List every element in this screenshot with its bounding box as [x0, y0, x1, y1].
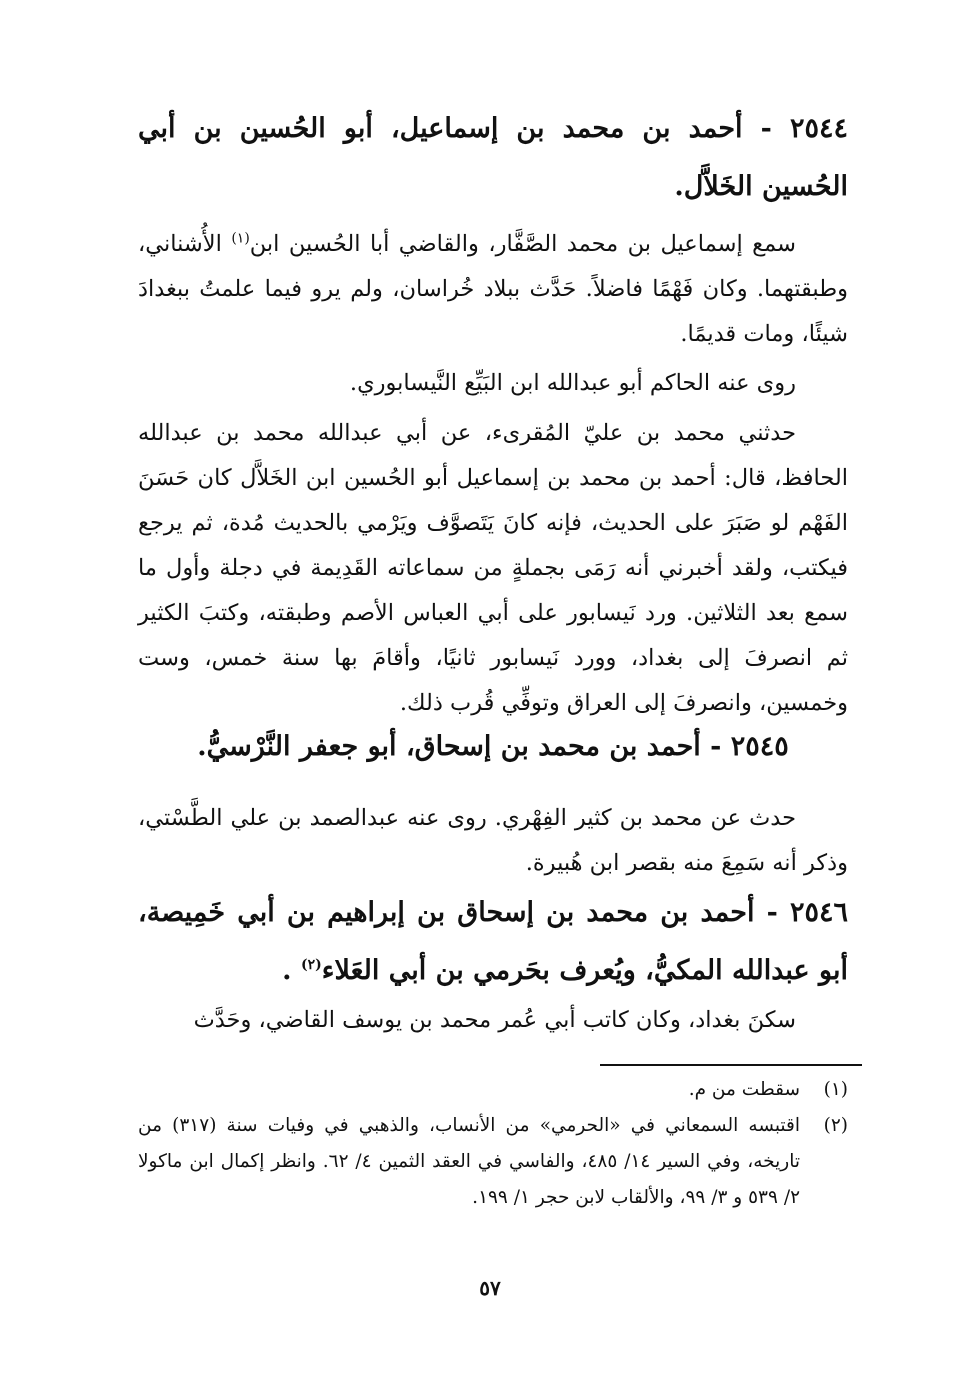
- entry-heading-2546: [138, 884, 848, 1000]
- footnote-number: (١): [823, 1079, 848, 1100]
- page-number: ٥٧: [479, 1276, 501, 1300]
- entry-heading-text: ٢٥٤٥ - أحمد بن محمد بن إسحاق، أبو جعفر النَّرْسيُّ.: [197, 731, 789, 762]
- paragraph-text: حدث عن محمد بن كثير الفِهْري. روى عنه عبدالصمد بن علي الطَّسْتي، وذكر أنه سَمِعَ منه بقصر ابن هُبيرة.: [138, 805, 848, 876]
- entry-heading-end: .: [282, 955, 301, 986]
- footnote-number: (٢): [823, 1115, 848, 1136]
- entry-heading-text: ٢٥٤٦ - أحمد بن محمد بن إسحاق بن إبراهيم بن أبي خَمِيصة، أبو عبدالله المكيُّ، ويُعرف بحَرمي بن أبي العَلاء: [138, 897, 848, 986]
- footnote-text: اقتبسه السمعاني في «الحرمي» من الأنساب، والذهبي في وفيات سنة (٣١٧) من تاريخه، وفي السير ١٤/ ٤٨٥، والفاسي في العقد الثمين ٤/ ٦٢. وانظر إكمال ابن ماكولا ٢/ ٥٣٩ و ٣/ ٩٩، والألقاب لابن حجر ١/ ١٩٩.: [138, 1115, 801, 1208]
- paragraph-text: سمع إسماعيل بن محمد الصَّفَّار، والقاضي أبا الحُسين ابن: [249, 231, 796, 257]
- entry-paragraph: [138, 222, 848, 357]
- footnote-marker: (٢): [300, 957, 322, 973]
- entry-heading-2545: [138, 718, 848, 776]
- entry-heading-text: ٢٥٤٤ - أحمد بن محمد بن إسماعيل، أبو الحُسين بن أبي الحُسين الخَلاَّل.: [138, 113, 848, 202]
- entry-paragraph: [138, 796, 848, 886]
- entry-paragraph: [138, 361, 848, 406]
- paragraph-text-continued: الأُشناني، وطبقتهما. وكان فَهْمًا فاضلاً. حَدَّث ببلاد خُراسان، ولم يرو فيما علمتُ ببغدادَ شيئًا، ومات قديمًا.: [138, 231, 848, 347]
- entry-heading-2544: [138, 100, 848, 216]
- paragraph-text: روى عنه الحاكم أبو عبدالله ابن البَيِّع النَّيسابوري.: [349, 370, 796, 396]
- paragraph-text: سكنَ بغداد، وكان كاتب أبي عُمر محمد بن يوسف القاضي، وحَدَّث: [193, 1007, 796, 1033]
- footnote-text: سقطت من م.: [688, 1079, 800, 1100]
- footnote-item: [138, 1108, 848, 1216]
- footnotes: [138, 1072, 848, 1216]
- paragraph-text: حدثني محمد بن عليّ المُقرىء، عن أبي عبدالله محمد بن عبدالله الحافظ، قال: أحمد بن محمد بن إسماعيل أبو الحُسين ابن الخَلاَّل كان حَسَنَ الفَهْم لو صَبَرَ على الحديث، فإنه كانَ يَتَصوَّف ويَرْمي بالحديث مُدة، ثم يرجع فيكتب، ولقد أخبرني أنه رَمَى بجملةٍ من سماعاته القَدِيمة في دجلة وأول ما سمع بعد الثلاثين. ورد نَيسابور على أبي العباس الأصم وطبقته، وكتبَ الكثير ثم انصرفَ إلى بغداد، وورد نَيسابور ثانيًا، وأقامَ بها سنة خمس، وست وخمسين، وانصرفَ إلى العراق وتوفِّي قُرب ذلك.: [138, 420, 848, 716]
- entry-paragraph: [138, 998, 848, 1043]
- entry-paragraph: [138, 411, 848, 726]
- footnote-divider: [600, 1064, 862, 1066]
- footnote-marker: (١): [231, 230, 250, 247]
- footnote-item: [138, 1072, 848, 1108]
